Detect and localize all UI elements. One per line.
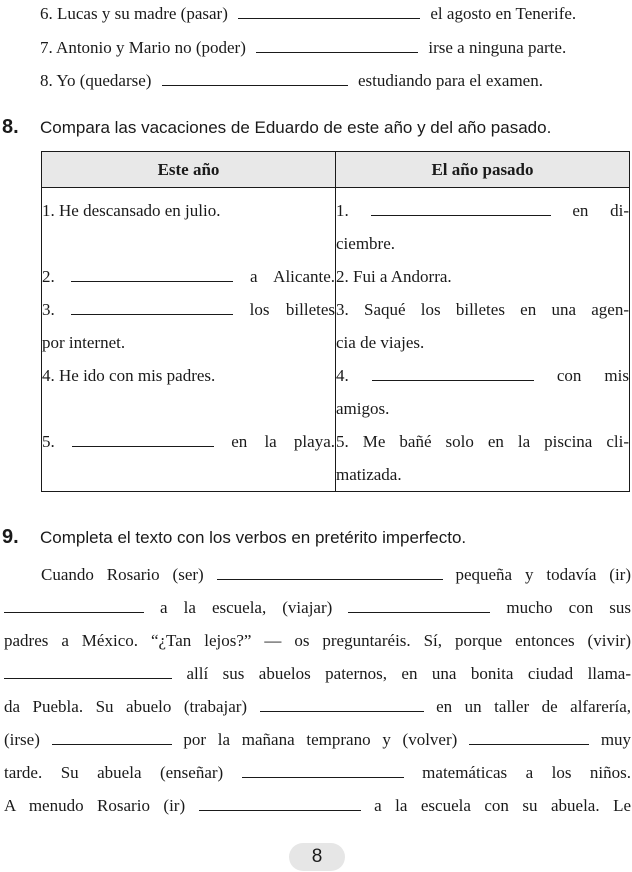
exercise-9-text [4,558,631,822]
answer-blank[interactable] [4,665,172,679]
cell-line: 5. Me bañé solo en la piscina cli- [336,432,629,451]
answer-blank[interactable] [348,599,490,613]
item-7-text: 7. Antonio y Mario no (poder) [40,38,246,57]
text-line: (irse) por la mañana temprano y (volver) muy [4,730,632,749]
table-row [42,188,630,261]
text-line: A menudo Rosario (ir) a la escuela con su abuela. Le [4,796,632,815]
answer-blank[interactable] [256,39,418,53]
answer-blank[interactable] [242,764,404,778]
answer-blank[interactable] [4,599,144,613]
answer-blank[interactable] [260,698,424,712]
item-6 [40,4,576,24]
text-line: allí sus abuelos paternos, en una bonita ciudad llama- [4,657,631,690]
cell-line: por internet. [42,333,126,352]
table-row [42,425,630,492]
answer-blank[interactable] [72,433,214,447]
text-line: a la escuela, (viajar) mucho con sus [4,591,631,624]
answer-blank[interactable] [71,301,233,315]
item-8-text: 8. Yo (quedarse) [40,71,152,90]
cell-line: 5. en la playa. [42,432,335,451]
header-last-year: El año pasado [336,152,630,188]
answer-blank[interactable] [199,797,361,811]
answer-blank[interactable] [238,5,420,19]
exercise-9-number: 9. [2,526,19,548]
exercise-8-instruction: Compara las vacaciones de Eduardo de este año y del año pasado. [40,118,552,137]
item-6-text: 6. Lucas y su madre (pasar) [40,4,228,23]
cell-line: 4. con mis [336,366,629,385]
item-8-ending: estudiando para el examen. [357,71,543,90]
answer-blank[interactable] [217,566,443,580]
cell-line: matizada. [336,465,402,484]
vacation-comparison-table [41,151,630,492]
exercise-8-number: 8. [2,116,19,138]
answer-blank[interactable] [371,202,551,216]
cell-line: ciembre. [336,234,395,253]
text-line: da Puebla. Su abuelo (trabajar) en un taller de alfarería, [4,697,632,716]
cell-line: 3. los billetes [42,300,335,319]
answer-blank[interactable] [469,731,589,745]
item-7 [40,38,566,58]
answer-blank[interactable] [162,72,348,86]
cell-line: 2. Fui a Andorra. [336,267,452,286]
answer-blank[interactable] [372,367,534,381]
answer-blank[interactable] [71,268,233,282]
item-8 [40,71,543,91]
cell-line: 2. a Alicante. [42,267,336,286]
table-row [42,359,630,425]
text-line: Cuando Rosario (ser) pequeña y todavía (ir) [41,565,632,584]
exercise-9-instruction: Completa el texto con los verbos en pretérito imperfecto. [40,528,467,547]
cell-line: 1. He descansado en julio. [42,201,221,220]
cell-line: cia de viajes. [336,333,425,352]
text-line: padres a México. “¿Tan lejos?” — os preguntaréis. Sí, porque entonces (vivir) [4,631,631,650]
page-number: 8 [289,843,345,871]
cell-line: 1. en di- [336,201,630,220]
table-row [42,293,630,359]
item-7-ending: irse a ninguna parte. [428,38,567,57]
table-row [42,260,630,293]
text-line: tarde. Su abuela (enseñar) matemáticas a los niños. [4,763,632,782]
cell-line: 3. Saqué los billetes en una agen- [336,300,629,319]
item-6-ending: el agosto en Tenerife. [430,4,577,23]
answer-blank[interactable] [52,731,172,745]
cell-line: 4. He ido con mis padres. [42,366,216,385]
cell-line: amigos. [336,399,390,418]
header-this-year: Este año [42,152,336,188]
